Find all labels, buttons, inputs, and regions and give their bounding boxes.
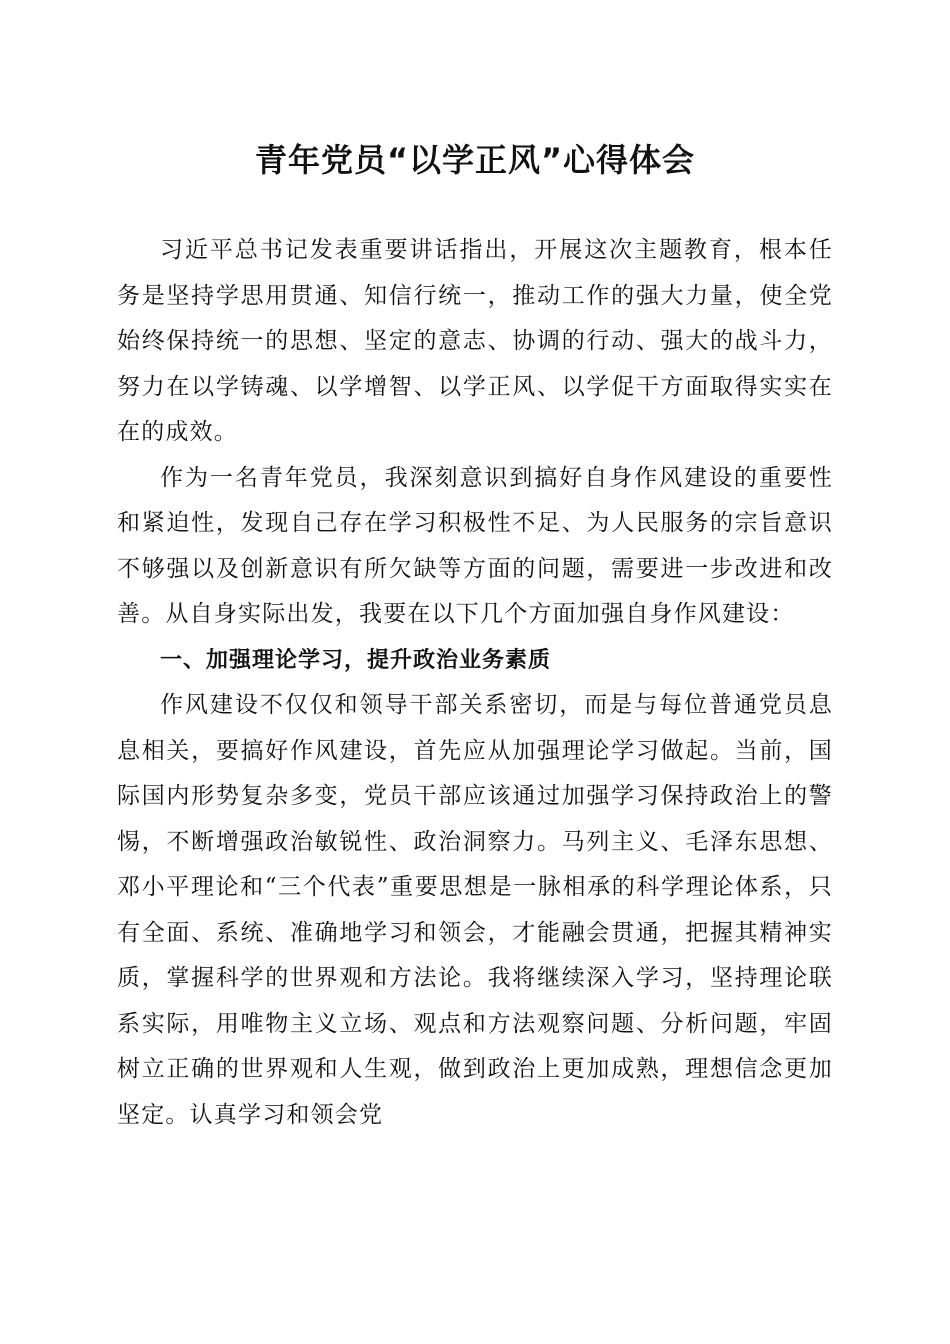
paragraph-self-reflection: 作为一名青年党员，我深刻意识到搞好自身作风建设的重要性和紧迫性，发现自己存在学习积极性不足、为人民服务的宗旨意识不够强以及创新意识有所欠缺等方面的问题，需要进一步改进和改善。从自身实际出发，我要在以下几个方面加强自身作风建设： — [117, 464, 833, 627]
document-title: 青年党员“以学正风”心得体会 — [254, 141, 696, 179]
paragraph-intro: 习近平总书记发表重要讲话指出，开展这次主题教育，根本任务是坚持学思用贯通、知信行统一，推动工作的强大力量，使全党始终保持统一的思想、坚定的意志、协调的行动、强大的战斗力，努力在以学铸魂、以学增智、以学正风、以学促干方面取得实实在在的成效。 — [117, 237, 833, 445]
paragraph-theory-study: 作风建设不仅仅和领导干部关系密切，而是与每位普通党员息息相关，要搞好作风建设，首先应从加强理论学习做起。当前，国际国内形势复杂多变，党员干部应该通过加强学习保持政治上的警惕，不断增强政治敏锐性、政治洞察力。马列主义、毛泽东思想、邓小平理论和“三个代表”重要思想是一脉相承的科学理论体系，只有全面、系统、准确地学习和领会，才能融会贯通，把握其精神实质，掌握科学的世界观和方法论。我将继续深入学习，坚持理论联系实际，用唯物主义立场、观点和方法观察问题、分析问题，牢固树立正确的世界观和人生观，做到政治上更加成熟，理想信念更加坚定。认真学习和领会党 — [117, 692, 833, 1128]
document-body — [117, 228, 833, 1138]
section-heading-theory-study: 一、加强理论学习，提升政治业务素质 — [160, 647, 552, 673]
